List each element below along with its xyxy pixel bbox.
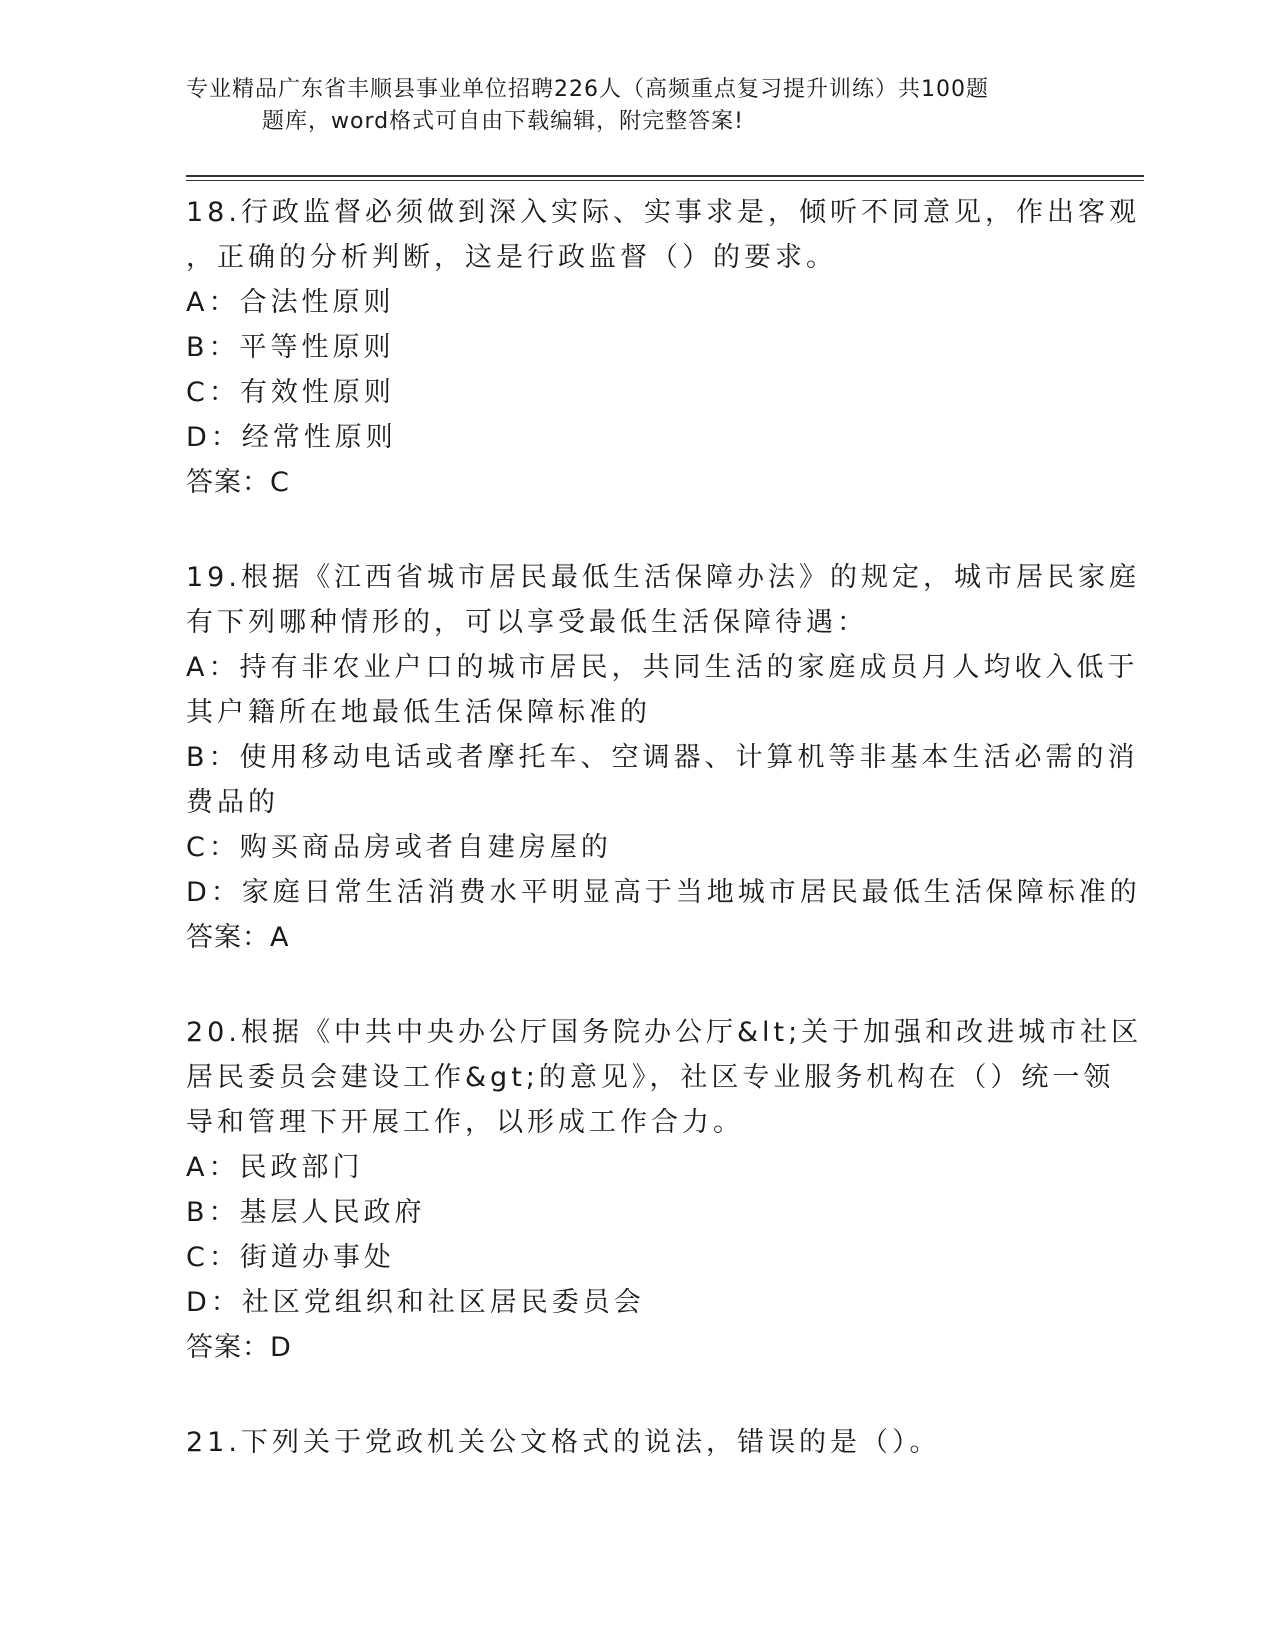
option-a: A：持有非农业户口的城市居民，共同生活的家庭成员月人均收入低于: [186, 652, 1139, 683]
question-19: [186, 555, 1141, 960]
option-d: D：经常性原则: [186, 422, 397, 453]
question-text: 19.根据《江西省城市居民最低生活保障办法》的规定，城市居民家庭: [186, 562, 1140, 593]
answer: 答案：A: [186, 922, 290, 953]
question-text: 21.下列关于党政机关公文格式的说法，错误的是（）。: [186, 1427, 941, 1458]
option-a: A：合法性原则: [186, 287, 395, 318]
header-line-2: 题库，word格式可自由下载编辑，附完整答案!: [262, 109, 744, 134]
question-18: [186, 190, 1140, 505]
option-c: C：购买商品房或者自建房屋的: [186, 832, 612, 863]
question-text: ，正确的分析判断，这是行政监督（）的要求。: [186, 242, 837, 273]
option-b: B：平等性原则: [186, 332, 395, 363]
option-d: D：家庭日常生活消费水平明显高于当地城市居民最低生活保障标准的: [186, 877, 1141, 908]
question-20: [186, 1010, 1143, 1370]
answer: 答案：D: [186, 1332, 292, 1363]
question-text: 导和管理下开展工作，以形成工作合力。: [186, 1107, 744, 1138]
header-line-1: 专业精品广东省丰顺县事业单位招聘226人（高频重点复习提升训练）共100题: [186, 77, 989, 102]
document-header: [186, 74, 1066, 138]
option-b: B：使用移动电话或者摩托车、空调器、计算机等非基本生活必需的消: [186, 742, 1139, 773]
question-text: 20.根据《中共中央办公厅国务院办公厅&lt;关于加强和改进城市社区: [186, 1017, 1143, 1048]
header-divider-thin: [186, 180, 1144, 181]
option-d: D：社区党组织和社区居民委员会: [186, 1287, 645, 1318]
question-list: [186, 190, 1143, 1515]
option-a-continued: 其户籍所在地最低生活保障标准的: [186, 697, 651, 728]
question-text: 18.行政监督必须做到深入实际、实事求是，倾听不同意见，作出客观: [186, 197, 1140, 228]
header-divider-thick: [186, 175, 1144, 177]
answer: 答案：C: [186, 467, 290, 498]
option-b-continued: 费品的: [186, 787, 279, 818]
question-text: 有下列哪种情形的，可以享受最低生活保障待遇：: [186, 607, 868, 638]
option-c: C：街道办事处: [186, 1242, 395, 1273]
question-21: [186, 1420, 1066, 1465]
option-b: B：基层人民政府: [186, 1197, 426, 1228]
option-c: C：有效性原则: [186, 377, 395, 408]
question-text: 居民委员会建设工作&gt;的意见》，社区专业服务机构在（）统一领: [186, 1062, 1115, 1093]
option-a: A：民政部门: [186, 1152, 364, 1183]
